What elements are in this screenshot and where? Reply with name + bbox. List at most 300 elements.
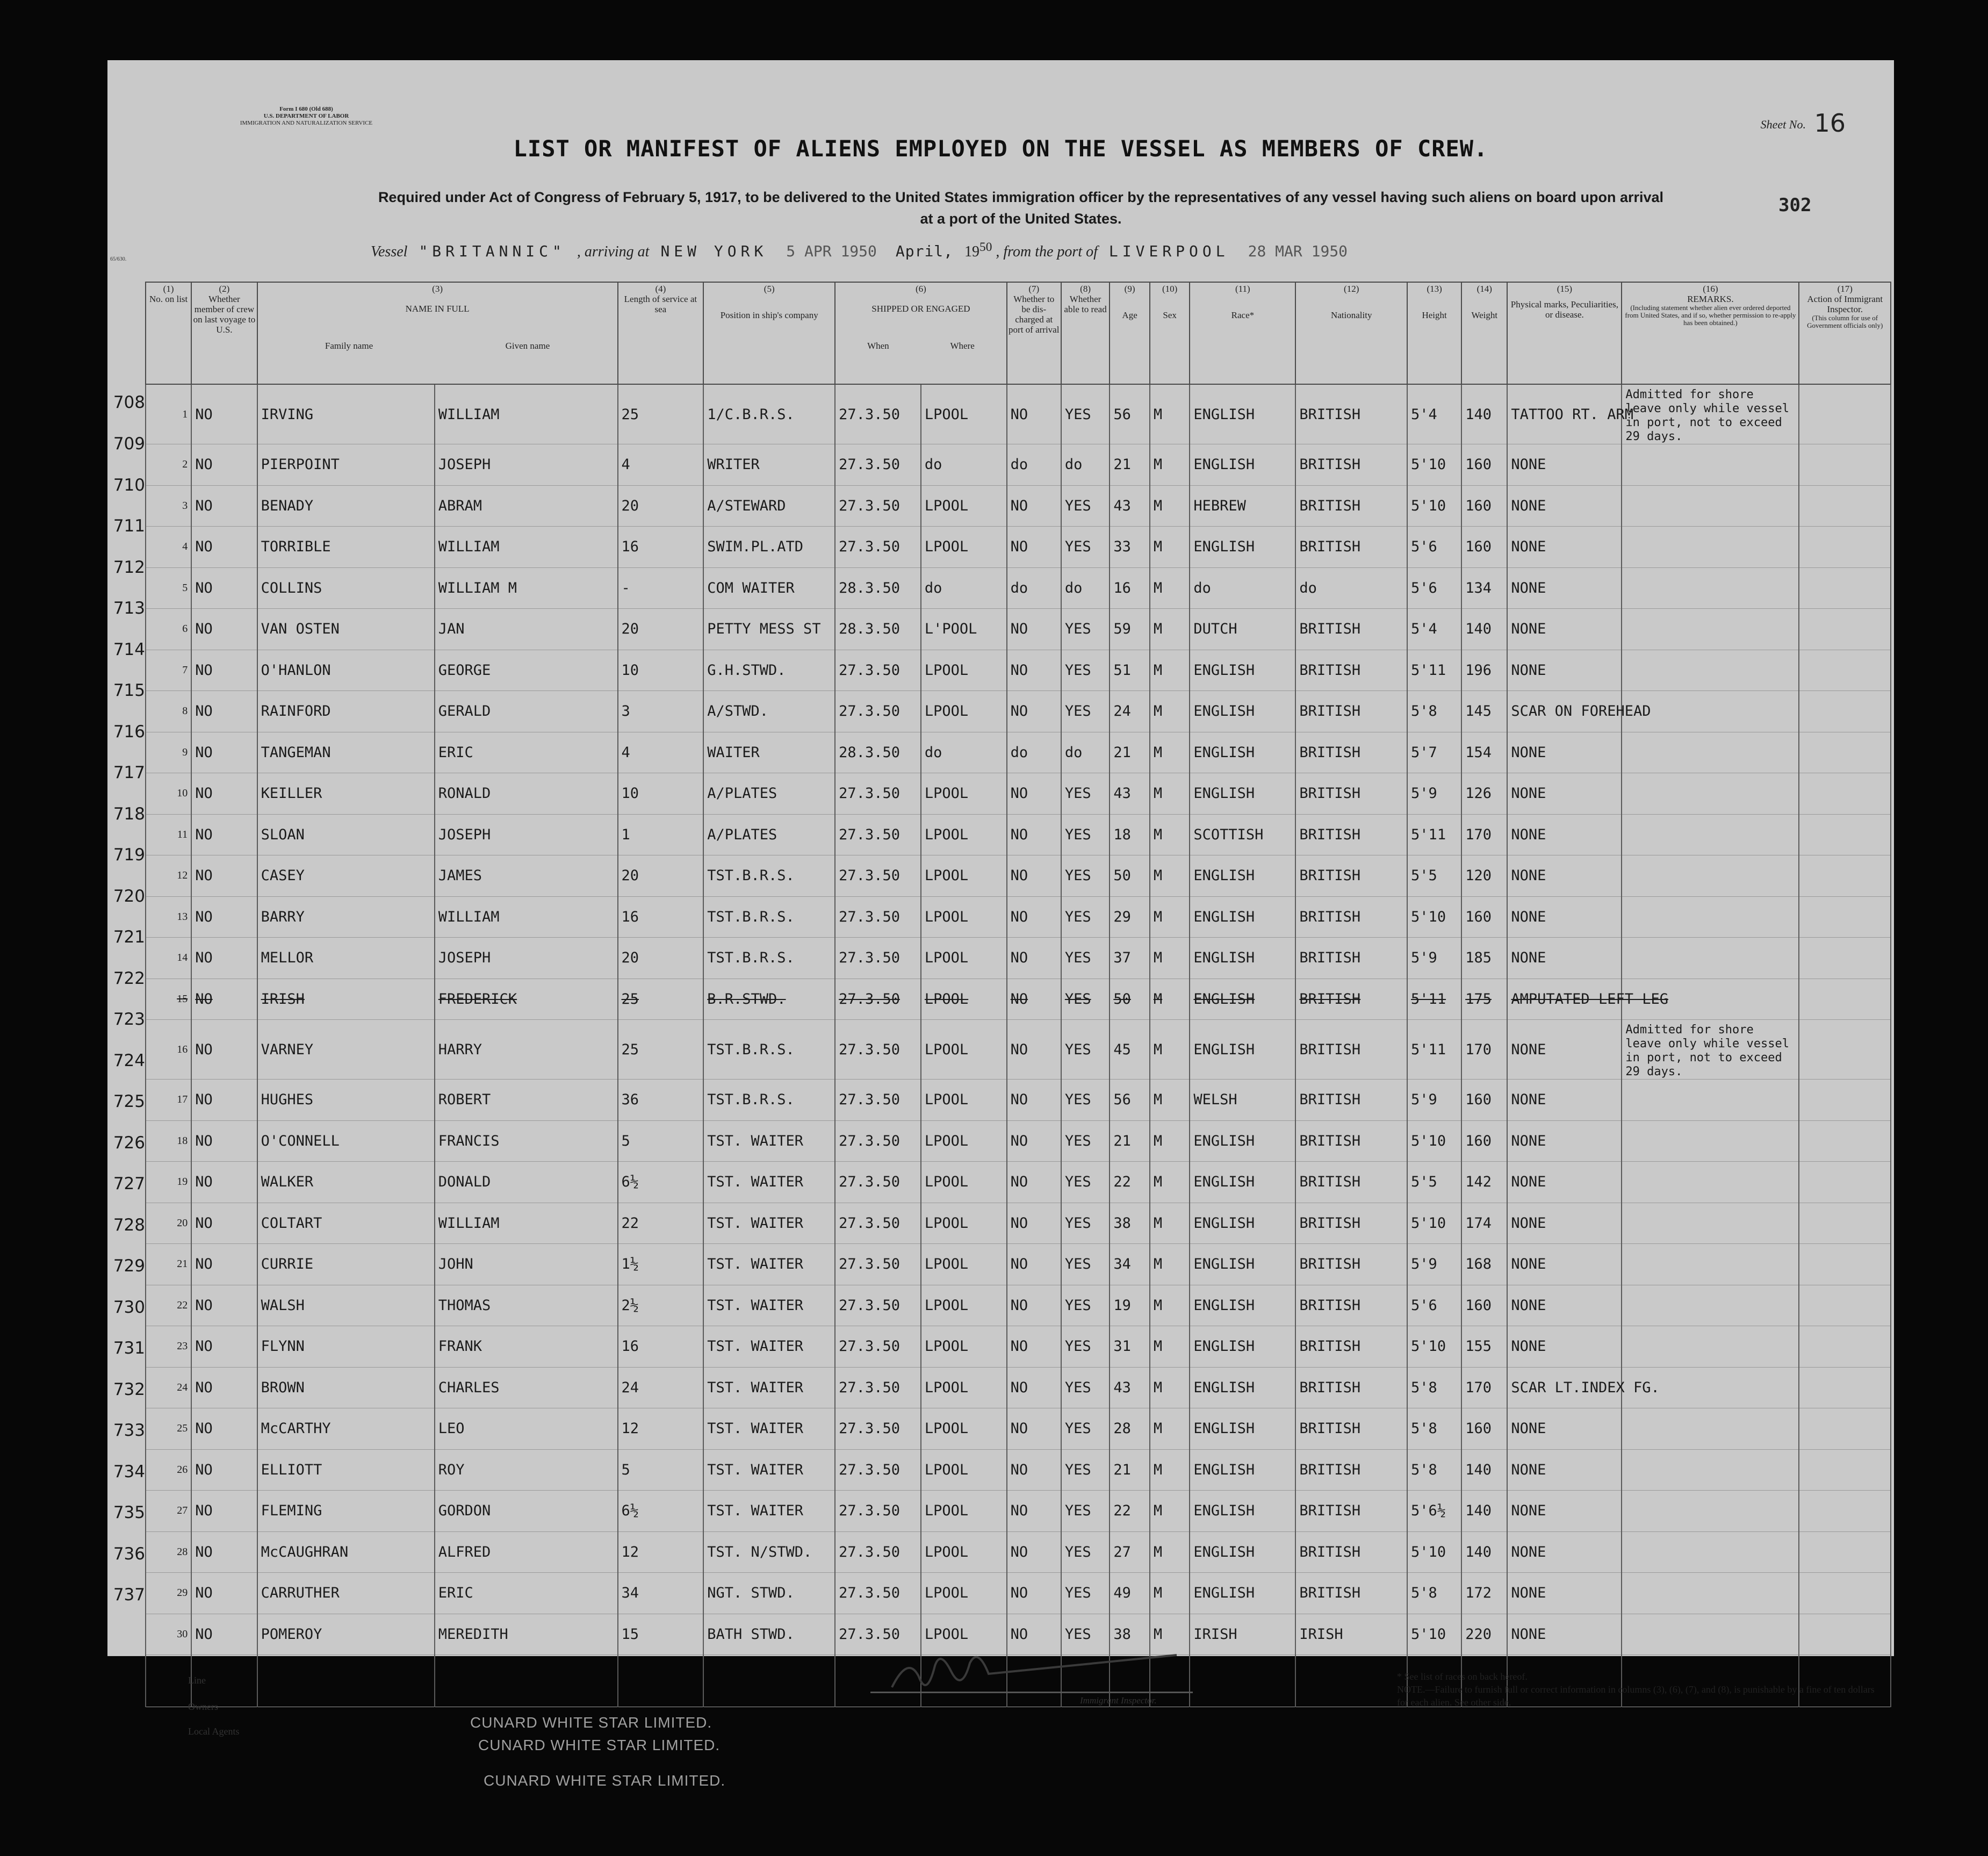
cell-discharge: NO xyxy=(1007,855,1061,897)
cell-remarks xyxy=(1622,1285,1799,1326)
cell-action xyxy=(1799,1367,1891,1408)
form-number: Form I 680 (Old 688) xyxy=(279,106,333,112)
cell-no: 30 xyxy=(146,1614,191,1655)
table-row xyxy=(146,855,1891,897)
cell-family-name: WALSH xyxy=(257,1285,435,1326)
table-row xyxy=(146,1244,1891,1285)
cell-position: NGT. STWD. xyxy=(703,1573,835,1614)
cell-weight: 160 xyxy=(1461,527,1507,568)
cell-physical: SCAR ON FOREHEAD xyxy=(1507,691,1622,732)
cell-age: 28 xyxy=(1110,1408,1150,1450)
cell-action xyxy=(1799,1080,1891,1121)
cell-service: 4 xyxy=(618,732,704,773)
cell-when: 27.3.50 xyxy=(835,896,921,938)
cell-service: 25 xyxy=(618,1020,704,1080)
cell-nationality: BRITISH xyxy=(1295,691,1407,732)
cell-weight: 170 xyxy=(1461,1020,1507,1080)
form-identification xyxy=(199,106,414,127)
cell-action xyxy=(1799,527,1891,568)
col-discharged: (7) Whether to be dis-charged at port of arrival xyxy=(1007,282,1061,384)
cell-given-name: HARRY xyxy=(435,1020,618,1080)
cell-physical: NONE xyxy=(1507,1491,1622,1532)
row-reference-number: 719 xyxy=(113,845,145,865)
cell-position: A/STEWARD xyxy=(703,485,835,527)
cell-weight: 196 xyxy=(1461,650,1507,691)
cell-sex: M xyxy=(1150,1449,1190,1491)
cell-when: 27.3.50 xyxy=(835,527,921,568)
cell-given-name: GEORGE xyxy=(435,650,618,691)
table-row xyxy=(146,444,1891,486)
cell-action xyxy=(1799,1120,1891,1162)
cell-age: 50 xyxy=(1110,855,1150,897)
table-row xyxy=(146,567,1891,609)
cell-when: 27.3.50 xyxy=(835,384,921,444)
cell-nationality: BRITISH xyxy=(1295,1573,1407,1614)
cell-height: 5'11 xyxy=(1407,979,1461,1020)
vessel-line xyxy=(371,240,1875,261)
cell-age: 56 xyxy=(1110,384,1150,444)
cell-age: 27 xyxy=(1110,1531,1150,1573)
row-reference-number: 712 xyxy=(113,557,145,577)
table-row xyxy=(146,527,1891,568)
cell-position: A/PLATES xyxy=(703,773,835,815)
cell-race: ENGLISH xyxy=(1190,1203,1295,1244)
cell-position: TST. WAITER xyxy=(703,1285,835,1326)
cell-where: LPOOL xyxy=(921,1080,1007,1121)
cell-age: 38 xyxy=(1110,1203,1150,1244)
blank-cell xyxy=(618,1655,704,1707)
cell-discharge: NO xyxy=(1007,1080,1061,1121)
cell-height: 5'6½ xyxy=(1407,1491,1461,1532)
cell-height: 5'11 xyxy=(1407,650,1461,691)
cell-when: 28.3.50 xyxy=(835,609,921,650)
cell-position: A/PLATES xyxy=(703,814,835,855)
cell-action xyxy=(1799,444,1891,486)
cell-remarks xyxy=(1622,1491,1799,1532)
cell-race: HEBREW xyxy=(1190,485,1295,527)
cell-action xyxy=(1799,485,1891,527)
cell-given-name: ROY xyxy=(435,1449,618,1491)
cell-no: 29 xyxy=(146,1573,191,1614)
cell-action xyxy=(1799,609,1891,650)
cell-age: 24 xyxy=(1110,691,1150,732)
cell-race: DUTCH xyxy=(1190,609,1295,650)
cell-position: TST.B.R.S. xyxy=(703,1080,835,1121)
cell-where: LPOOL xyxy=(921,1020,1007,1080)
cell-nationality: BRITISH xyxy=(1295,609,1407,650)
cell-remarks xyxy=(1622,1449,1799,1491)
departure-date-stamp: 28 MAR 1950 xyxy=(1248,242,1348,261)
cell-physical: NONE xyxy=(1507,1614,1622,1655)
cell-action xyxy=(1799,1449,1891,1491)
blank-cell xyxy=(1190,1655,1295,1707)
cell-read: YES xyxy=(1061,855,1110,897)
cell-read: do xyxy=(1061,444,1110,486)
cell-height: 5'8 xyxy=(1407,1408,1461,1450)
cell-nationality: BRITISH xyxy=(1295,384,1407,444)
cell-no: 23 xyxy=(146,1326,191,1368)
cell-sex: M xyxy=(1150,1614,1190,1655)
cell-no: 15 xyxy=(146,979,191,1020)
cell-race: ENGLISH xyxy=(1190,1573,1295,1614)
col-able-read: (8) Whether able to read xyxy=(1061,282,1110,384)
footer-note xyxy=(1397,1670,1881,1709)
cell-last-voyage: NO xyxy=(191,1367,257,1408)
col-age: (9) Age xyxy=(1110,282,1150,384)
cell-where: LPOOL xyxy=(921,773,1007,815)
cell-discharge: do xyxy=(1007,567,1061,609)
row-reference-number: 721 xyxy=(113,927,145,947)
cell-position: TST. WAITER xyxy=(703,1120,835,1162)
cell-family-name: KEILLER xyxy=(257,773,435,815)
cell-when: 27.3.50 xyxy=(835,1449,921,1491)
cell-age: 59 xyxy=(1110,609,1150,650)
cell-age: 21 xyxy=(1110,732,1150,773)
cell-nationality: BRITISH xyxy=(1295,896,1407,938)
cell-action xyxy=(1799,691,1891,732)
cell-last-voyage: NO xyxy=(191,650,257,691)
cell-no: 9 xyxy=(146,732,191,773)
cell-age: 21 xyxy=(1110,1449,1150,1491)
cell-last-voyage: NO xyxy=(191,1531,257,1573)
cell-action xyxy=(1799,1326,1891,1368)
cell-height: 5'6 xyxy=(1407,567,1461,609)
cell-height: 5'9 xyxy=(1407,1244,1461,1285)
cell-discharge: NO xyxy=(1007,1120,1061,1162)
cell-when: 27.3.50 xyxy=(835,1020,921,1080)
cell-when: 28.3.50 xyxy=(835,567,921,609)
cell-weight: 160 xyxy=(1461,485,1507,527)
cell-position: A/STWD. xyxy=(703,691,835,732)
table-row xyxy=(146,691,1891,732)
cell-height: 5'10 xyxy=(1407,1614,1461,1655)
col-weight: (14) Weight xyxy=(1461,282,1507,384)
cell-action xyxy=(1799,1491,1891,1532)
cell-last-voyage: NO xyxy=(191,1614,257,1655)
cell-when: 27.3.50 xyxy=(835,855,921,897)
cell-height: 5'11 xyxy=(1407,1020,1461,1080)
cell-given-name: DONALD xyxy=(435,1162,618,1203)
year-suffix: 50 xyxy=(979,240,992,254)
cell-physical: AMPUTATED LEFT LEG xyxy=(1507,979,1622,1020)
cell-sex: M xyxy=(1150,1020,1190,1080)
cell-discharge: NO xyxy=(1007,1367,1061,1408)
cell-position: TST. WAITER xyxy=(703,1326,835,1368)
form-code: 65/630. xyxy=(110,256,127,262)
col-inspector-action: (17) Action of Immigrant Inspector. (This column for use of Government officials only) xyxy=(1799,282,1891,384)
row-reference-number: 709 xyxy=(113,434,145,454)
cell-last-voyage: NO xyxy=(191,384,257,444)
cell-height: 5'10 xyxy=(1407,485,1461,527)
line-value: CUNARD WHITE STAR LIMITED. xyxy=(470,1714,712,1731)
cell-position: TST.B.R.S. xyxy=(703,855,835,897)
row-reference-number: 728 xyxy=(113,1215,145,1235)
cell-last-voyage: NO xyxy=(191,1408,257,1450)
table-row xyxy=(146,1203,1891,1244)
cell-sex: M xyxy=(1150,485,1190,527)
table-row xyxy=(146,1408,1891,1450)
cell-action xyxy=(1799,1614,1891,1655)
blank-cell xyxy=(257,1655,435,1707)
cell-discharge: NO xyxy=(1007,979,1061,1020)
cell-weight: 140 xyxy=(1461,1449,1507,1491)
cell-read: YES xyxy=(1061,1573,1110,1614)
cell-no: 28 xyxy=(146,1531,191,1573)
cell-given-name: GORDON xyxy=(435,1491,618,1532)
cell-service: 20 xyxy=(618,609,704,650)
cell-service: 5 xyxy=(618,1449,704,1491)
cell-when: 27.3.50 xyxy=(835,979,921,1020)
cell-read: YES xyxy=(1061,1244,1110,1285)
cell-when: 27.3.50 xyxy=(835,1080,921,1121)
cell-last-voyage: NO xyxy=(191,1326,257,1368)
cell-where: LPOOL xyxy=(921,1244,1007,1285)
cell-race: ENGLISH xyxy=(1190,1491,1295,1532)
cell-height: 5'9 xyxy=(1407,773,1461,815)
cell-position: WAITER xyxy=(703,732,835,773)
cell-race: ENGLISH xyxy=(1190,1285,1295,1326)
cell-nationality: BRITISH xyxy=(1295,1203,1407,1244)
cell-no: 24 xyxy=(146,1367,191,1408)
cell-physical: NONE xyxy=(1507,567,1622,609)
cell-service: 1½ xyxy=(618,1244,704,1285)
cell-read: YES xyxy=(1061,1614,1110,1655)
table-row xyxy=(146,732,1891,773)
cell-last-voyage: NO xyxy=(191,1573,257,1614)
cell-sex: M xyxy=(1150,979,1190,1020)
cell-age: 16 xyxy=(1110,567,1150,609)
cell-family-name: COLLINS xyxy=(257,567,435,609)
table-row xyxy=(146,485,1891,527)
table-row xyxy=(146,1120,1891,1162)
cell-weight: 170 xyxy=(1461,1367,1507,1408)
cell-read: do xyxy=(1061,567,1110,609)
cell-nationality: BRITISH xyxy=(1295,1080,1407,1121)
cell-no: 3 xyxy=(146,485,191,527)
cell-physical: TATTOO RT. ARM xyxy=(1507,384,1622,444)
line-label: Line xyxy=(188,1675,206,1686)
cell-where: LPOOL xyxy=(921,1531,1007,1573)
cell-sex: M xyxy=(1150,1491,1190,1532)
cell-physical: NONE xyxy=(1507,814,1622,855)
cell-discharge: NO xyxy=(1007,896,1061,938)
cell-discharge: NO xyxy=(1007,1573,1061,1614)
cell-last-voyage: NO xyxy=(191,485,257,527)
cell-physical: NONE xyxy=(1507,732,1622,773)
cell-height: 5'10 xyxy=(1407,1120,1461,1162)
cell-given-name: FRANCIS xyxy=(435,1120,618,1162)
cell-weight: 172 xyxy=(1461,1573,1507,1614)
cell-position: SWIM.PL.ATD xyxy=(703,527,835,568)
cell-when: 27.3.50 xyxy=(835,691,921,732)
cell-family-name: CURRIE xyxy=(257,1244,435,1285)
cell-given-name: JOHN xyxy=(435,1244,618,1285)
cell-weight: 155 xyxy=(1461,1326,1507,1368)
cell-family-name: IRVING xyxy=(257,384,435,444)
table-row xyxy=(146,384,1891,444)
cell-race: ENGLISH xyxy=(1190,1162,1295,1203)
cell-service: 22 xyxy=(618,1203,704,1244)
cell-nationality: BRITISH xyxy=(1295,773,1407,815)
table-row xyxy=(146,1162,1891,1203)
cell-race: ENGLISH xyxy=(1190,1531,1295,1573)
cell-nationality: BRITISH xyxy=(1295,444,1407,486)
cell-when: 27.3.50 xyxy=(835,1531,921,1573)
cell-last-voyage: NO xyxy=(191,896,257,938)
sheet-number-value: 16 xyxy=(1814,109,1846,138)
col-height: (13) Height xyxy=(1407,282,1461,384)
cell-race: ENGLISH xyxy=(1190,1244,1295,1285)
cell-family-name: COLTART xyxy=(257,1203,435,1244)
cell-last-voyage: NO xyxy=(191,814,257,855)
cell-discharge: NO xyxy=(1007,527,1061,568)
blank-cell xyxy=(703,1655,835,1707)
vessel-name: "BRITANNIC" xyxy=(419,242,566,261)
cell-service: 20 xyxy=(618,938,704,979)
table-row xyxy=(146,1020,1891,1080)
cell-discharge: NO xyxy=(1007,691,1061,732)
table-row xyxy=(146,814,1891,855)
cell-nationality: BRITISH xyxy=(1295,979,1407,1020)
cell-read: YES xyxy=(1061,773,1110,815)
local-agents-label: Local Agents xyxy=(188,1726,240,1737)
cell-service: 16 xyxy=(618,896,704,938)
cell-weight: 126 xyxy=(1461,773,1507,815)
cell-service: 16 xyxy=(618,1326,704,1368)
cell-height: 5'10 xyxy=(1407,444,1461,486)
inspector-line xyxy=(870,1692,1193,1693)
cell-remarks xyxy=(1622,650,1799,691)
table-row xyxy=(146,773,1891,815)
row-reference-number: 708 xyxy=(113,393,145,412)
cell-sex: M xyxy=(1150,609,1190,650)
cell-remarks xyxy=(1622,1531,1799,1573)
cell-height: 5'9 xyxy=(1407,938,1461,979)
cell-race: ENGLISH xyxy=(1190,979,1295,1020)
cell-position: TST. WAITER xyxy=(703,1491,835,1532)
cell-sex: M xyxy=(1150,1244,1190,1285)
cell-physical: NONE xyxy=(1507,1408,1622,1450)
row-reference-number: 710 xyxy=(113,475,145,495)
table-row xyxy=(146,1531,1891,1573)
department-name: U.S. DEPARTMENT OF LABOR xyxy=(263,113,349,119)
cell-where: do xyxy=(921,567,1007,609)
cell-last-voyage: NO xyxy=(191,979,257,1020)
cell-given-name: THOMAS xyxy=(435,1285,618,1326)
cell-family-name: CASEY xyxy=(257,855,435,897)
cell-sex: M xyxy=(1150,567,1190,609)
cell-no: 27 xyxy=(146,1491,191,1532)
arriving-label: , arriving at xyxy=(577,243,650,261)
col-physical-marks: (15) Physical marks, Peculiarities, or disease. xyxy=(1507,282,1622,384)
cell-where: LPOOL xyxy=(921,1573,1007,1614)
cell-where: LPOOL xyxy=(921,896,1007,938)
cell-remarks xyxy=(1622,855,1799,897)
cell-given-name: WILLIAM xyxy=(435,384,618,444)
row-reference-number: 732 xyxy=(113,1379,145,1399)
cell-height: 5'6 xyxy=(1407,1285,1461,1326)
cell-weight: 140 xyxy=(1461,609,1507,650)
cell-read: YES xyxy=(1061,1120,1110,1162)
blank-cell xyxy=(1295,1655,1407,1707)
row-reference-number: 716 xyxy=(113,722,145,742)
cell-race: SCOTTISH xyxy=(1190,814,1295,855)
cell-when: 27.3.50 xyxy=(835,814,921,855)
col-name-in-full: (3) NAME IN FULL Family name Given name xyxy=(257,282,618,384)
cell-action xyxy=(1799,1244,1891,1285)
cell-read: YES xyxy=(1061,1285,1110,1326)
cell-height: 5'9 xyxy=(1407,1080,1461,1121)
cell-read: YES xyxy=(1061,485,1110,527)
cell-action xyxy=(1799,567,1891,609)
cell-when: 27.3.50 xyxy=(835,938,921,979)
cell-no: 1 xyxy=(146,384,191,444)
table-row xyxy=(146,1285,1891,1326)
cell-action xyxy=(1799,1285,1891,1326)
row-reference-number: 724 xyxy=(113,1051,145,1070)
cell-no: 10 xyxy=(146,773,191,815)
cell-age: 33 xyxy=(1110,527,1150,568)
cell-sex: M xyxy=(1150,814,1190,855)
cell-action xyxy=(1799,1203,1891,1244)
row-reference-number: 731 xyxy=(113,1339,145,1358)
vessel-label: Vessel xyxy=(371,243,408,261)
row-reference-number: 733 xyxy=(113,1421,145,1440)
cell-when: 27.3.50 xyxy=(835,1244,921,1285)
cell-where: L'POOL xyxy=(921,609,1007,650)
col-length-service: (4) Length of service at sea xyxy=(618,282,704,384)
cell-where: LPOOL xyxy=(921,1326,1007,1368)
cell-family-name: FLEMING xyxy=(257,1491,435,1532)
cell-remarks xyxy=(1622,609,1799,650)
cell-age: 37 xyxy=(1110,938,1150,979)
cell-last-voyage: NO xyxy=(191,1162,257,1203)
cell-family-name: O'HANLON xyxy=(257,650,435,691)
table-row xyxy=(146,1326,1891,1368)
cell-remarks xyxy=(1622,1326,1799,1368)
cell-physical: NONE xyxy=(1507,1244,1622,1285)
cell-no: 18 xyxy=(146,1120,191,1162)
cell-no: 17 xyxy=(146,1080,191,1121)
cell-when: 27.3.50 xyxy=(835,1491,921,1532)
cell-where: LPOOL xyxy=(921,1120,1007,1162)
cell-action xyxy=(1799,979,1891,1020)
stamped-number: 302 xyxy=(1778,195,1812,216)
table-row xyxy=(146,650,1891,691)
cell-where: LPOOL xyxy=(921,384,1007,444)
cell-where: LPOOL xyxy=(921,979,1007,1020)
row-reference-number: 717 xyxy=(113,763,145,782)
cell-family-name: McCARTHY xyxy=(257,1408,435,1450)
cell-read: YES xyxy=(1061,609,1110,650)
cell-last-voyage: NO xyxy=(191,938,257,979)
cell-discharge: NO xyxy=(1007,1326,1061,1368)
cell-action xyxy=(1799,855,1891,897)
cell-height: 5'4 xyxy=(1407,609,1461,650)
cell-weight: 145 xyxy=(1461,691,1507,732)
cell-where: LPOOL xyxy=(921,1203,1007,1244)
cell-race: ENGLISH xyxy=(1190,650,1295,691)
blank-cell xyxy=(146,1655,191,1707)
cell-service: 10 xyxy=(618,650,704,691)
cell-sex: M xyxy=(1150,1573,1190,1614)
cell-given-name: RONALD xyxy=(435,773,618,815)
cell-race: IRISH xyxy=(1190,1614,1295,1655)
col-last-voyage: (2) Whether member of crew on last voyage to U.S. xyxy=(191,282,257,384)
from-port-label: , from the port of xyxy=(996,243,1098,261)
cell-age: 43 xyxy=(1110,485,1150,527)
cell-where: LPOOL xyxy=(921,1491,1007,1532)
